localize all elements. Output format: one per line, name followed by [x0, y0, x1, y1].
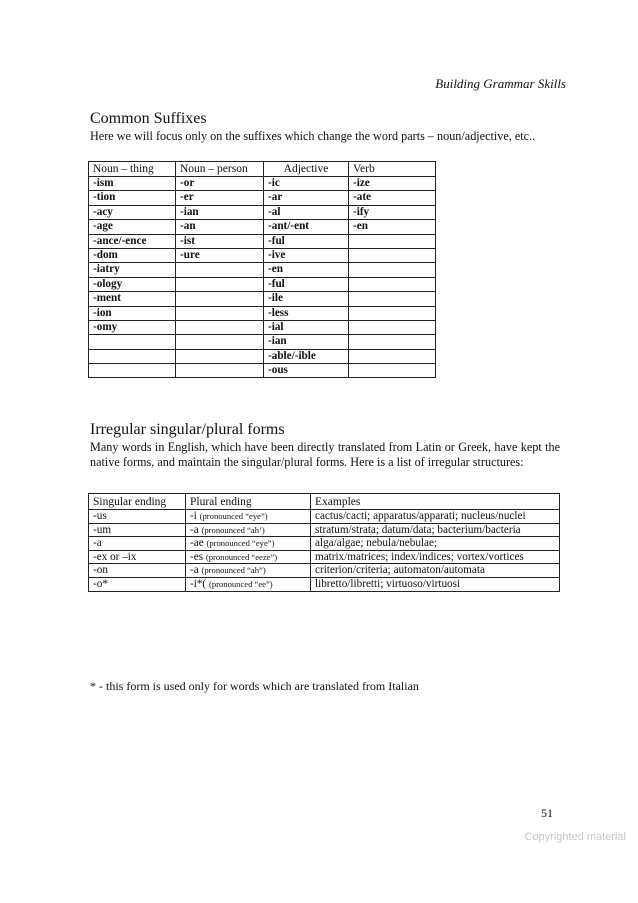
- table-row: [89, 177, 436, 191]
- table-cell: -ate: [349, 191, 436, 205]
- table-row: [89, 349, 436, 363]
- examples-cell: criterion/criteria; automaton/automata: [311, 564, 560, 578]
- singular-ending-cell: -um: [89, 523, 186, 537]
- table-cell: -ive: [264, 248, 349, 262]
- table-cell: -en: [264, 263, 349, 277]
- table-cell: [349, 234, 436, 248]
- table-cell: -al: [264, 205, 349, 219]
- plural-ending: -es: [190, 550, 204, 563]
- table-cell: [349, 263, 436, 277]
- examples-cell: matrix/matrices; index/indices; vortex/vortices: [311, 550, 560, 564]
- table-row: [89, 277, 436, 291]
- column-header: Noun – thing: [89, 162, 176, 177]
- plural-ending-cell: [186, 577, 311, 591]
- plural-ending: -i*(: [190, 577, 207, 590]
- column-header: Adjective: [264, 162, 349, 177]
- plural-ending-cell: [186, 550, 311, 564]
- table-cell: [176, 335, 264, 349]
- pronunciation-note: (pronounced “ah’): [201, 524, 265, 535]
- table-cell: -or: [176, 177, 264, 191]
- table-cell: -ion: [89, 306, 176, 320]
- table-cell: -en: [349, 220, 436, 234]
- suffixes-intro: Here we will focus only on the suffixes which change the word parts – noun/adjective, etc..: [90, 129, 536, 143]
- table-cell: [176, 292, 264, 306]
- table-cell: [349, 277, 436, 291]
- copyright-watermark: Copyrighted material: [524, 831, 626, 843]
- table-row: [89, 248, 436, 262]
- table-cell: -omy: [89, 320, 176, 334]
- column-header: Plural ending: [186, 494, 311, 510]
- irregular-heading: Irregular singular/plural forms: [90, 421, 285, 438]
- singular-ending-cell: -a: [89, 537, 186, 551]
- plural-ending-cell: [186, 523, 311, 537]
- table-row: [89, 263, 436, 277]
- table-header-row: [89, 494, 560, 510]
- examples-cell: stratum/strata; datum/data; bacterium/bacteria: [311, 523, 560, 537]
- table-cell: -ology: [89, 277, 176, 291]
- table-cell: -iatry: [89, 263, 176, 277]
- table-cell: -ar: [264, 191, 349, 205]
- table-row: [89, 234, 436, 248]
- table-row: [89, 577, 560, 591]
- table-cell: -acy: [89, 205, 176, 219]
- table-cell: [176, 277, 264, 291]
- plural-ending-cell: [186, 537, 311, 551]
- table-cell: [89, 364, 176, 378]
- table-cell: [176, 364, 264, 378]
- pronunciation-note: (pronounced “ee”): [208, 578, 273, 589]
- column-header: Singular ending: [89, 494, 186, 510]
- plural-ending: -a: [190, 564, 199, 577]
- irregular-table: [88, 493, 560, 592]
- examples-cell: libretto/libretti; virtuoso/virtuosi: [311, 577, 560, 591]
- table-row: [89, 320, 436, 334]
- column-header: Examples: [311, 494, 560, 510]
- examples-cell: alga/algae; nebula/nebulae;: [311, 537, 560, 551]
- table-cell: -tion: [89, 191, 176, 205]
- singular-ending-cell: -ex or –ix: [89, 550, 186, 564]
- plural-ending-cell: [186, 510, 311, 524]
- table-row: [89, 292, 436, 306]
- suffixes-heading: Common Suffixes: [90, 110, 207, 127]
- table-cell: [349, 248, 436, 262]
- table-cell: -ify: [349, 205, 436, 219]
- table-cell: -ial: [264, 320, 349, 334]
- table-cell: [176, 306, 264, 320]
- column-header: Noun – person: [176, 162, 264, 177]
- column-header: Verb: [349, 162, 436, 177]
- table-cell: -an: [176, 220, 264, 234]
- pronunciation-note: (pronounced “eye”): [206, 538, 275, 549]
- pronunciation-note: (pronounced “eye”): [199, 511, 268, 521]
- table-row: [89, 564, 560, 578]
- table-cell: -ant/-ent: [264, 220, 349, 234]
- page-number: 51: [541, 806, 553, 820]
- table-row: [89, 510, 560, 524]
- table-cell: -ist: [176, 234, 264, 248]
- table-row: [89, 364, 436, 378]
- table-row: [89, 537, 560, 551]
- table-cell: -age: [89, 220, 176, 234]
- irregular-intro: Many words in English, which have been directly translated from Latin or Greek, have kept the native forms, and maintain the singular/plural forms. Here is a list of irregular structures:: [90, 440, 560, 469]
- table-row: [89, 550, 560, 564]
- table-cell: -ile: [264, 292, 349, 306]
- table-cell: -er: [176, 191, 264, 205]
- table-cell: [349, 364, 436, 378]
- plural-ending-cell: [186, 564, 311, 578]
- table-row: [89, 205, 436, 219]
- footnote: * - this form is used only for words which are translated from Italian: [90, 679, 419, 693]
- table-cell: -ize: [349, 177, 436, 191]
- plural-ending: -i: [190, 510, 197, 522]
- pronunciation-note: (pronounced “ah”): [201, 565, 266, 576]
- table-cell: -ism: [89, 177, 176, 191]
- plural-ending: -a: [190, 523, 199, 536]
- table-cell: -ful: [264, 234, 349, 248]
- table-cell: -ance/-ence: [89, 234, 176, 248]
- table-cell: -dom: [89, 248, 176, 262]
- table-cell: [89, 335, 176, 349]
- singular-ending-cell: -on: [89, 564, 186, 578]
- table-header-row: [89, 162, 436, 177]
- table-cell: -ian: [264, 335, 349, 349]
- table-row: [89, 220, 436, 234]
- table-cell: [349, 320, 436, 334]
- table-cell: -ment: [89, 292, 176, 306]
- singular-ending-cell: -us: [89, 510, 186, 524]
- table-cell: [349, 306, 436, 320]
- table-cell: [176, 349, 264, 363]
- pronunciation-note: (pronounced “eeze”): [205, 551, 278, 562]
- table-row: [89, 335, 436, 349]
- table-cell: -ic: [264, 177, 349, 191]
- table-cell: -ian: [176, 205, 264, 219]
- singular-ending-cell: -o*: [89, 577, 186, 591]
- plural-ending: -ae: [190, 537, 204, 550]
- table-row: [89, 191, 436, 205]
- table-cell: [349, 349, 436, 363]
- table-cell: -ure: [176, 248, 264, 262]
- table-cell: -ous: [264, 364, 349, 378]
- running-header: Building Grammar Skills: [435, 76, 566, 91]
- table-row: [89, 523, 560, 537]
- table-cell: -ful: [264, 277, 349, 291]
- examples-cell: cactus/cacti; apparatus/apparati; nucleus/nuclei: [311, 510, 560, 524]
- table-cell: -able/-ible: [264, 349, 349, 363]
- table-cell: [349, 335, 436, 349]
- table-cell: [176, 263, 264, 277]
- table-cell: -less: [264, 306, 349, 320]
- table-cell: [176, 320, 264, 334]
- table-row: [89, 306, 436, 320]
- table-cell: [349, 292, 436, 306]
- table-cell: [89, 349, 176, 363]
- suffixes-table: [88, 161, 436, 378]
